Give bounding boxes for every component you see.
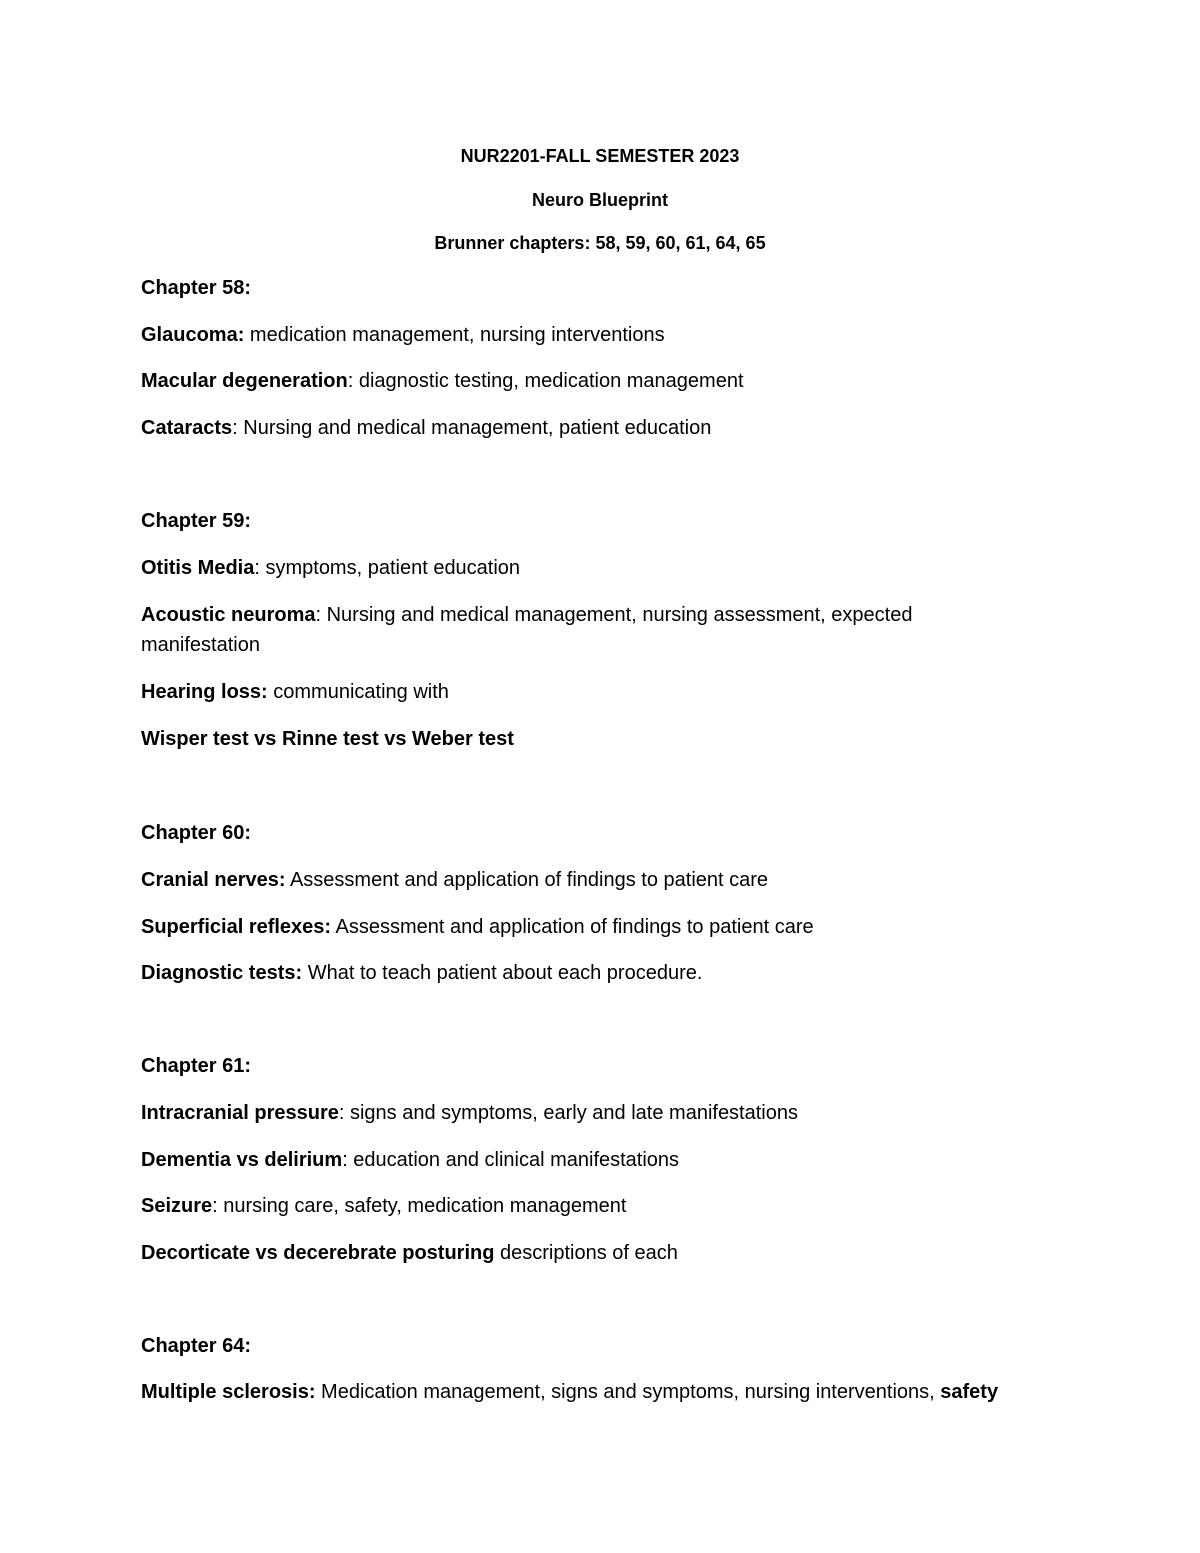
topic-term: Diagnostic tests: bbox=[141, 962, 303, 984]
list-item bbox=[141, 320, 1101, 350]
list-item bbox=[141, 413, 1101, 443]
topic-description: : symptoms, patient education bbox=[254, 557, 521, 579]
topic-description: : Nursing and medical management, patient education bbox=[232, 417, 712, 439]
list-item bbox=[141, 600, 981, 660]
list-item bbox=[141, 958, 1101, 988]
list-item bbox=[141, 677, 1101, 707]
topic-description: : education and clinical manifestations bbox=[342, 1149, 680, 1171]
topic-term: Intracranial pressure bbox=[141, 1102, 339, 1124]
topic-term: Wisper test vs Rinne test vs Weber test bbox=[141, 728, 514, 750]
course-heading: NUR2201-FALL SEMESTER 2023 bbox=[460, 146, 740, 166]
topic-description: : nursing care, safety, medication management bbox=[212, 1195, 627, 1217]
list-item bbox=[141, 553, 1101, 583]
list-item bbox=[141, 366, 1101, 396]
topic-description: Medication management, signs and symptoms, nursing interventions, bbox=[315, 1381, 941, 1403]
chapter-heading: Chapter 59: bbox=[141, 510, 252, 532]
list-item bbox=[141, 1098, 1101, 1128]
chapter-heading: Chapter 64: bbox=[141, 1335, 252, 1357]
topic-term: Decorticate vs decerebrate posturing bbox=[141, 1242, 495, 1264]
topic-term: Otitis Media bbox=[141, 557, 255, 579]
chapters-list-heading: Brunner chapters: 58, 59, 60, 61, 64, 65 bbox=[434, 233, 766, 253]
list-item bbox=[141, 724, 1101, 754]
topic-term: Superficial reflexes: bbox=[141, 916, 332, 938]
chapter-heading: Chapter 58: bbox=[141, 277, 252, 299]
topic-term: Glaucoma: bbox=[141, 324, 245, 346]
topic-term: Acoustic neuroma bbox=[141, 604, 316, 626]
list-item bbox=[141, 865, 1101, 895]
topic-term: Dementia vs delirium bbox=[141, 1149, 343, 1171]
topic-description: medication management, nursing interventions bbox=[244, 324, 665, 346]
topic-term: Seizure bbox=[141, 1195, 213, 1217]
topic-term: Multiple sclerosis: bbox=[141, 1381, 316, 1403]
topic-description: : diagnostic testing, medication management bbox=[347, 370, 744, 392]
topic-term: Cranial nerves: bbox=[141, 869, 286, 891]
topic-term: Hearing loss: bbox=[141, 681, 268, 703]
chapter-heading: Chapter 60: bbox=[141, 822, 252, 844]
topic-description: : Nursing and medical management, nursing assessment, expected manifestation bbox=[141, 604, 913, 656]
list-item bbox=[141, 912, 1101, 942]
topic-emphasis: safety bbox=[940, 1381, 999, 1403]
topic-description: Assessment and application of findings to patient care bbox=[331, 916, 814, 938]
topic-description: Assessment and application of findings to patient care bbox=[285, 869, 769, 891]
topic-description: : signs and symptoms, early and late manifestations bbox=[338, 1102, 798, 1124]
topic-description: What to teach patient about each procedure. bbox=[302, 962, 703, 984]
list-item bbox=[141, 1191, 1101, 1221]
document-title: Neuro Blueprint bbox=[531, 190, 668, 210]
list-item bbox=[141, 1238, 1101, 1268]
list-item bbox=[141, 1377, 1101, 1407]
topic-description: communicating with bbox=[267, 681, 449, 703]
list-item bbox=[141, 1145, 1101, 1175]
topic-term: Macular degeneration bbox=[141, 370, 348, 392]
topic-description: descriptions of each bbox=[494, 1242, 678, 1264]
chapter-heading: Chapter 61: bbox=[141, 1055, 252, 1077]
topic-term: Cataracts bbox=[141, 417, 233, 439]
